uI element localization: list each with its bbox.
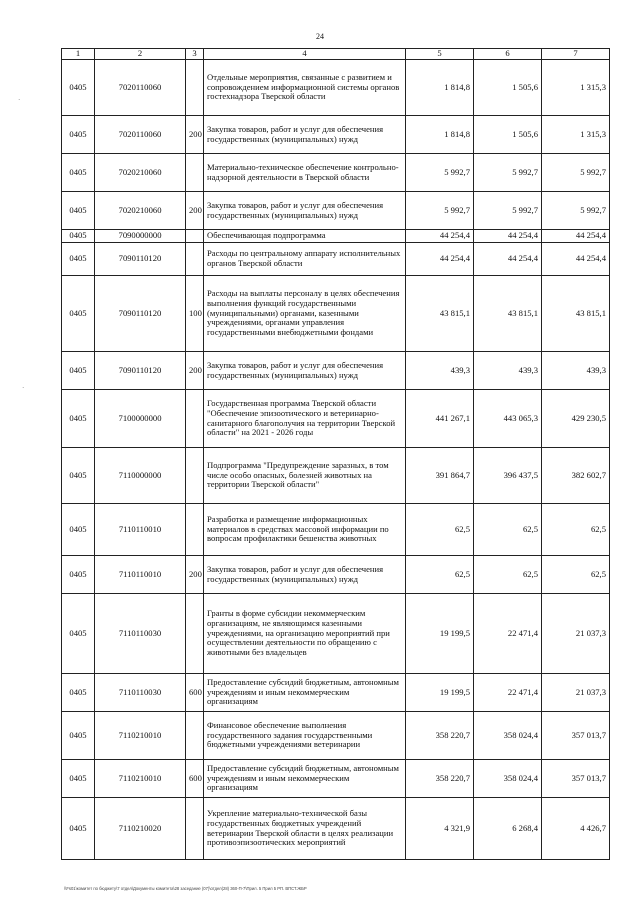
cell-amount-col7: 1 315,3 xyxy=(542,116,610,154)
page-number: 24 xyxy=(316,32,324,41)
cell-section: 0405 xyxy=(62,60,95,116)
cell-amount-col5: 5 992,7 xyxy=(406,192,474,230)
cell-amount-col7: 44 254,4 xyxy=(542,230,610,243)
cell-target-code: 7020110060 xyxy=(95,116,186,154)
table-row xyxy=(62,556,610,594)
cell-target-code: 7110210020 xyxy=(95,798,186,860)
cell-target-code: 7020110060 xyxy=(95,60,186,116)
cell-name: Подпрограмма "Предупреждение заразных, в том числе особо опасных, болезней животных на территории Тверской области" xyxy=(204,448,406,504)
table-row xyxy=(62,594,610,674)
cell-amount-col5: 43 815,1 xyxy=(406,276,474,352)
footer-file-path: \\Fs01\комитет по бюджету\7 отдел\Документы комитета\28 заседание (07)\отдел(28) 360-П-7\Прил. 5 Прил 5 РП. ВПСТ.ЖБР xyxy=(64,886,307,891)
cell-name: Закупка товаров, работ и услуг для обеспечения государственных (муниципальных) нужд xyxy=(204,352,406,390)
cell-amount-col5: 19 199,5 xyxy=(406,674,474,712)
cell-expense-kind xyxy=(186,243,204,276)
cell-section: 0405 xyxy=(62,674,95,712)
cell-amount-col7: 357 013,7 xyxy=(542,760,610,798)
cell-amount-col5: 5 992,7 xyxy=(406,154,474,192)
cell-amount-col7: 429 230,5 xyxy=(542,390,610,448)
cell-expense-kind xyxy=(186,230,204,243)
table-row xyxy=(62,504,610,556)
cell-section: 0405 xyxy=(62,276,95,352)
cell-target-code: 7110110030 xyxy=(95,674,186,712)
budget-table xyxy=(61,48,610,860)
table-row xyxy=(62,712,610,760)
cell-amount-col7: 44 254,4 xyxy=(542,243,610,276)
cell-name: Материально-техническое обеспечение контрольно-надзорной деятельности в Тверской области xyxy=(204,154,406,192)
cell-expense-kind xyxy=(186,60,204,116)
cell-expense-kind xyxy=(186,594,204,674)
cell-name: Предоставление субсидий бюджетным, автономным учреждениям и иным некоммерческим организациям xyxy=(204,674,406,712)
cell-amount-col6: 443 065,3 xyxy=(474,390,542,448)
cell-expense-kind xyxy=(186,390,204,448)
cell-target-code: 7090110120 xyxy=(95,276,186,352)
cell-section: 0405 xyxy=(62,712,95,760)
cell-amount-col7: 382 602,7 xyxy=(542,448,610,504)
cell-amount-col7: 43 815,1 xyxy=(542,276,610,352)
cell-section: 0405 xyxy=(62,594,95,674)
header-row xyxy=(62,49,610,60)
cell-name: Расходы по центральному аппарату исполнительных органов Тверской области xyxy=(204,243,406,276)
cell-expense-kind: 200 xyxy=(186,556,204,594)
column-header-6: 6 xyxy=(474,49,542,60)
table-body xyxy=(62,60,610,860)
cell-name: Закупка товаров, работ и услуг для обеспечения государственных (муниципальных) нужд xyxy=(204,556,406,594)
cell-amount-col6: 62,5 xyxy=(474,504,542,556)
cell-section: 0405 xyxy=(62,352,95,390)
cell-name: Государственная программа Тверской области "Обеспечение эпизоотического и ветеринарно-санитарного благополучия на территории Тверской области" на 2021 - 2026 годы xyxy=(204,390,406,448)
cell-amount-col5: 1 814,8 xyxy=(406,116,474,154)
cell-expense-kind xyxy=(186,798,204,860)
column-header-3: 3 xyxy=(186,49,204,60)
table-row xyxy=(62,798,610,860)
cell-amount-col7: 357 013,7 xyxy=(542,712,610,760)
cell-amount-col5: 44 254,4 xyxy=(406,243,474,276)
cell-amount-col7: 5 992,7 xyxy=(542,192,610,230)
table-row xyxy=(62,116,610,154)
cell-expense-kind xyxy=(186,504,204,556)
cell-amount-col7: 5 992,7 xyxy=(542,154,610,192)
column-header-7: 7 xyxy=(542,49,610,60)
cell-amount-col6: 358 024,4 xyxy=(474,760,542,798)
cell-amount-col7: 439,3 xyxy=(542,352,610,390)
cell-target-code: 7090110120 xyxy=(95,243,186,276)
table-row xyxy=(62,230,610,243)
cell-amount-col5: 439,3 xyxy=(406,352,474,390)
column-header-4: 4 xyxy=(204,49,406,60)
cell-target-code: 7110210010 xyxy=(95,760,186,798)
cell-name: Укрепление материально-технической базы государственных бюджетных учреждений ветеринарии Тверской области в целях реализации противоэпизоотических мероприятий xyxy=(204,798,406,860)
cell-amount-col7: 21 037,3 xyxy=(542,594,610,674)
table-row xyxy=(62,154,610,192)
cell-target-code: 7110110030 xyxy=(95,594,186,674)
margin-mark: · xyxy=(18,96,21,104)
cell-expense-kind: 600 xyxy=(186,760,204,798)
cell-name: Обеспечивающая подпрограмма xyxy=(204,230,406,243)
cell-amount-col7: 1 315,3 xyxy=(542,60,610,116)
cell-target-code: 7100000000 xyxy=(95,390,186,448)
cell-expense-kind xyxy=(186,448,204,504)
table-row xyxy=(62,448,610,504)
cell-amount-col6: 22 471,4 xyxy=(474,674,542,712)
cell-amount-col7: 4 426,7 xyxy=(542,798,610,860)
cell-name: Расходы на выплаты персоналу в целях обеспечения выполнения функций государственными (муниципальными) органами, казенными учреждениями, органами управления государственными внебюджетными фондами xyxy=(204,276,406,352)
cell-section: 0405 xyxy=(62,390,95,448)
cell-target-code: 7110110010 xyxy=(95,556,186,594)
cell-amount-col6: 439,3 xyxy=(474,352,542,390)
cell-amount-col6: 6 268,4 xyxy=(474,798,542,860)
table-row xyxy=(62,390,610,448)
cell-name: Финансовое обеспечение выполнения государственного задания государственными бюджетными учреждениями ветеринарии xyxy=(204,712,406,760)
cell-name: Гранты в форме субсидии некоммерческим организациям, не являющимся казенными учреждениями, на организацию мероприятий при осуществлении деятельности по обращению с животными без владельцев xyxy=(204,594,406,674)
cell-amount-col6: 1 505,6 xyxy=(474,116,542,154)
cell-amount-col5: 62,5 xyxy=(406,504,474,556)
cell-section: 0405 xyxy=(62,798,95,860)
cell-name: Закупка товаров, работ и услуг для обеспечения государственных (муниципальных) нужд xyxy=(204,116,406,154)
cell-amount-col6: 5 992,7 xyxy=(474,154,542,192)
cell-amount-col5: 1 814,8 xyxy=(406,60,474,116)
column-header-1: 1 xyxy=(62,49,95,60)
cell-section: 0405 xyxy=(62,556,95,594)
cell-target-code: 7020210060 xyxy=(95,192,186,230)
table-row xyxy=(62,243,610,276)
cell-amount-col5: 358 220,7 xyxy=(406,712,474,760)
cell-section: 0405 xyxy=(62,116,95,154)
cell-expense-kind xyxy=(186,712,204,760)
cell-section: 0405 xyxy=(62,504,95,556)
cell-name: Разработка и размещение информационных материалов в средствах массовой информации по вопросам профилактики бешенства животных xyxy=(204,504,406,556)
table-row xyxy=(62,760,610,798)
cell-target-code: 7020210060 xyxy=(95,154,186,192)
cell-target-code: 7110210010 xyxy=(95,712,186,760)
cell-target-code: 7110110010 xyxy=(95,504,186,556)
cell-amount-col6: 5 992,7 xyxy=(474,192,542,230)
cell-name: Отдельные мероприятия, связанные с развитием и сопровождением информационной системы органов гостехнадзора Тверской области xyxy=(204,60,406,116)
table-row xyxy=(62,352,610,390)
table-row xyxy=(62,192,610,230)
table-row xyxy=(62,60,610,116)
cell-expense-kind xyxy=(186,154,204,192)
cell-target-code: 7090000000 xyxy=(95,230,186,243)
cell-name: Закупка товаров, работ и услуг для обеспечения государственных (муниципальных) нужд xyxy=(204,192,406,230)
cell-expense-kind: 200 xyxy=(186,192,204,230)
table-row xyxy=(62,674,610,712)
cell-amount-col7: 62,5 xyxy=(542,504,610,556)
cell-section: 0405 xyxy=(62,230,95,243)
cell-amount-col6: 44 254,4 xyxy=(474,243,542,276)
cell-expense-kind: 200 xyxy=(186,352,204,390)
cell-amount-col6: 22 471,4 xyxy=(474,594,542,674)
cell-amount-col5: 441 267,1 xyxy=(406,390,474,448)
cell-amount-col5: 358 220,7 xyxy=(406,760,474,798)
cell-amount-col7: 62,5 xyxy=(542,556,610,594)
cell-amount-col5: 4 321,9 xyxy=(406,798,474,860)
cell-name: Предоставление субсидий бюджетным, автономным учреждениям и иным некоммерческим организациям xyxy=(204,760,406,798)
cell-section: 0405 xyxy=(62,760,95,798)
cell-amount-col7: 21 037,3 xyxy=(542,674,610,712)
cell-expense-kind: 600 xyxy=(186,674,204,712)
cell-amount-col5: 19 199,5 xyxy=(406,594,474,674)
cell-amount-col5: 62,5 xyxy=(406,556,474,594)
cell-section: 0405 xyxy=(62,154,95,192)
cell-amount-col6: 396 437,5 xyxy=(474,448,542,504)
column-header-5: 5 xyxy=(406,49,474,60)
cell-amount-col6: 358 024,4 xyxy=(474,712,542,760)
cell-expense-kind: 100 xyxy=(186,276,204,352)
cell-amount-col6: 62,5 xyxy=(474,556,542,594)
cell-amount-col5: 44 254,4 xyxy=(406,230,474,243)
cell-target-code: 7110000000 xyxy=(95,448,186,504)
cell-amount-col5: 391 864,7 xyxy=(406,448,474,504)
cell-expense-kind: 200 xyxy=(186,116,204,154)
column-header-2: 2 xyxy=(95,49,186,60)
table-row xyxy=(62,276,610,352)
cell-amount-col6: 44 254,4 xyxy=(474,230,542,243)
cell-section: 0405 xyxy=(62,243,95,276)
cell-section: 0405 xyxy=(62,192,95,230)
cell-amount-col6: 43 815,1 xyxy=(474,276,542,352)
cell-amount-col6: 1 505,6 xyxy=(474,60,542,116)
cell-section: 0405 xyxy=(62,448,95,504)
margin-mark: · xyxy=(22,384,25,392)
cell-target-code: 7090110120 xyxy=(95,352,186,390)
